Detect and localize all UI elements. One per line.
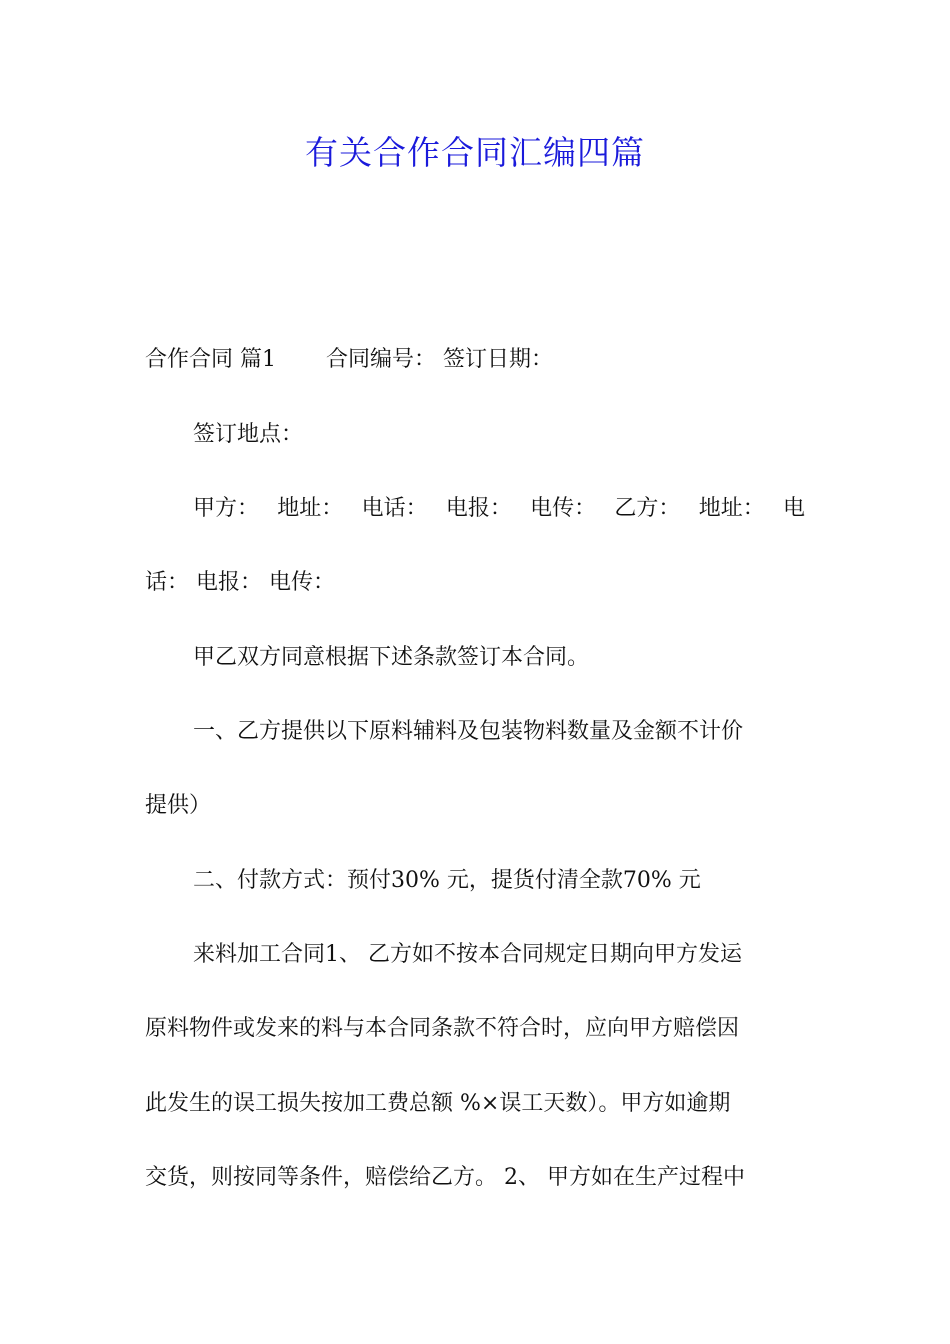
party-field: 乙方： xyxy=(614,496,681,521)
agreement-line: 甲乙双方同意根据下述条款签订本合同。 xyxy=(193,645,590,670)
paragraph-3-line-4: 交货，则按同等条件，赔偿给乙方。 2、 甲方如在生产过程中 xyxy=(145,1165,745,1190)
party-field: 电 xyxy=(782,496,805,521)
sign-place-line: 签订地点： xyxy=(193,422,304,447)
party-field: 甲方： xyxy=(193,496,260,521)
contract-section-label: 合作合同 篇1 xyxy=(145,347,276,372)
party-field: 地址： xyxy=(277,496,344,521)
clause-1-line-1: 一、乙方提供以下原料辅料及包装物料数量及金额不计价 xyxy=(193,719,744,744)
party-field: 地址： xyxy=(698,496,765,521)
document-title: 有关合作合同汇编四篇 xyxy=(305,133,645,172)
contract-header-line xyxy=(145,345,805,375)
paragraph-3-line-2: 原料物件或发来的料与本合同条款不符合时，应向甲方赔偿因 xyxy=(145,1016,740,1041)
parties-line-1 xyxy=(145,494,805,524)
paragraph-3-line-3: 此发生的误工损失按加工费总额 %×误工天数）。甲方如逾期 xyxy=(145,1091,731,1116)
parties-line-2: 话： 电报： 电传： xyxy=(145,570,335,595)
contract-number-date-label: 合同编号： 签订日期： xyxy=(326,347,553,372)
party-field: 电话： xyxy=(361,496,428,521)
paragraph-3-line-1: 来料加工合同1、 乙方如不按本合同规定日期向甲方发运 xyxy=(193,942,742,967)
party-field: 电报： xyxy=(445,496,512,521)
clause-2-line: 二、付款方式：预付30% 元，提货付清全款70% 元 xyxy=(193,868,701,893)
clause-1-line-2: 提供） xyxy=(145,793,212,818)
party-field: 电传： xyxy=(530,496,597,521)
